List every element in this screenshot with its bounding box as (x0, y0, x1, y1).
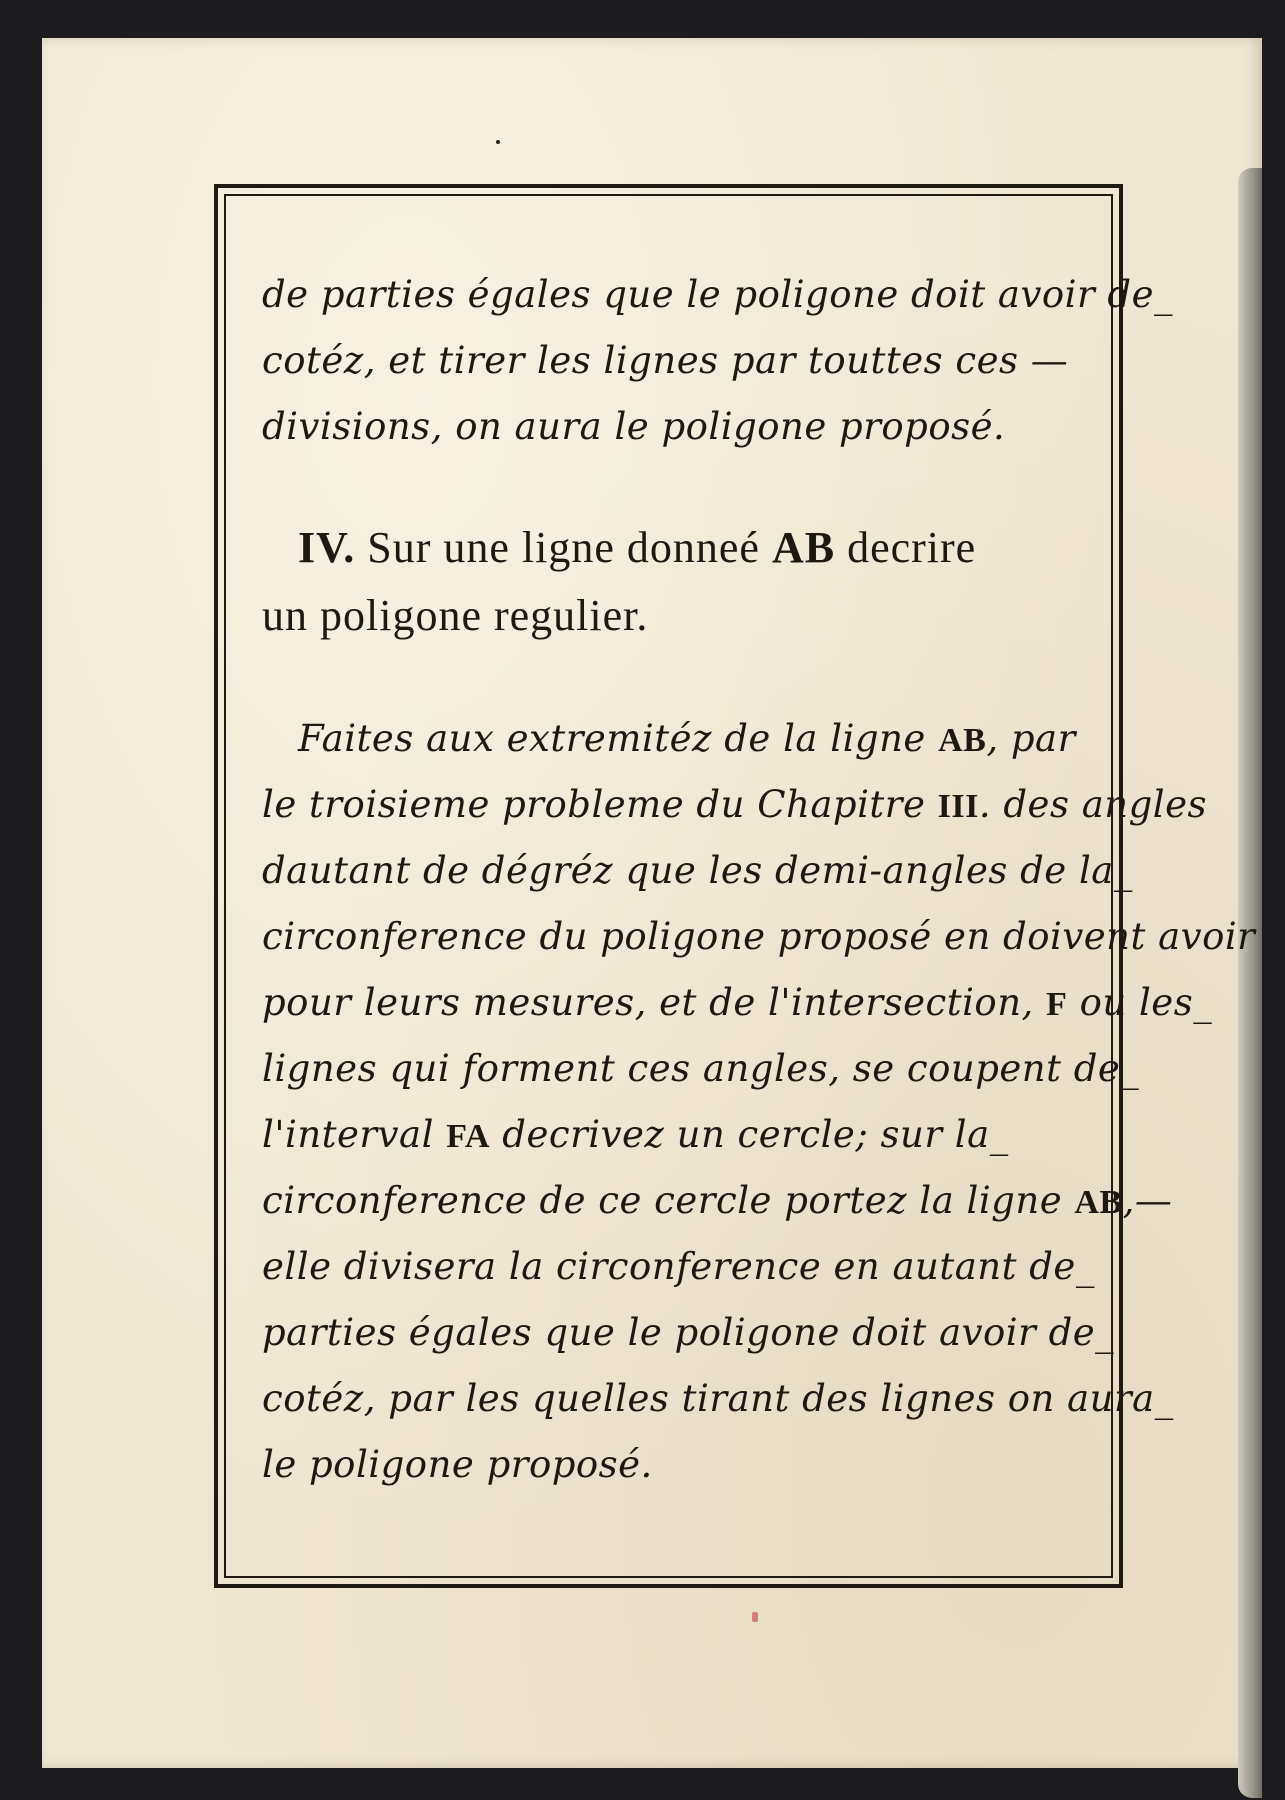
body-paragraph (262, 706, 1256, 1498)
point-label: AB (938, 722, 987, 759)
body-line (262, 1234, 1114, 1300)
body-text: cotéz, par les quelles tirant des lignes on aura_ (262, 1377, 1174, 1420)
body-text: pour leurs mesures, et de l'intersection, (262, 981, 1047, 1024)
body-line (262, 1168, 1173, 1234)
body-text: parties égales que le poligone doit avoir de_ (262, 1311, 1115, 1354)
body-line (262, 1036, 1140, 1102)
body-text: circonference du poligone proposé en doivent avoir (262, 915, 1256, 958)
point-label: III (937, 788, 979, 825)
heading-label: AB (771, 523, 836, 572)
problem-heading-line-2: un poligone regulier. (262, 591, 649, 640)
body-text: le poligone proposé. (262, 1443, 653, 1486)
body-line (262, 772, 1207, 838)
body-text: , par (986, 717, 1076, 760)
body-text: decrivez un cercle; sur la_ (490, 1113, 1009, 1156)
body-text: . des angles (978, 783, 1207, 826)
heading-text-before: Sur une ligne donneé (367, 523, 760, 572)
body-text: Faites aux extremitéz de la ligne (298, 717, 939, 760)
body-line (262, 1432, 1114, 1498)
text-block (262, 262, 1256, 1498)
body-text: circonference de ce cercle portez la ligne (262, 1179, 1075, 1222)
body-text: lignes qui forment ces angles, se coupent de_ (262, 1047, 1140, 1090)
point-label: FA (446, 1118, 490, 1155)
stamp-mark (752, 1612, 758, 1622)
body-text: le troisieme probleme du Chapitre (262, 783, 938, 826)
binding-edge (1238, 168, 1262, 1798)
body-text: ,— (1122, 1179, 1173, 1222)
problem-heading (262, 514, 1114, 582)
body-text: l'interval (262, 1113, 447, 1156)
problem-number: IV. (298, 523, 356, 572)
body-line (262, 1102, 1114, 1168)
ink-dot (496, 140, 500, 144)
body-line (262, 838, 1133, 904)
text-line-3: divisions, on aura le poligone proposé. (262, 405, 1006, 448)
body-line (262, 904, 1256, 970)
body-text: elle divisera la circonference en autant de_ (262, 1245, 1095, 1288)
point-label: AB (1074, 1184, 1123, 1221)
text-line-1: de parties égales que le poligone doit avoir de_ (262, 273, 1174, 316)
body-line (262, 1366, 1174, 1432)
text-line-2: cotéz, et tirer les lignes par touttes ces — (262, 339, 1069, 382)
body-line (262, 706, 1114, 772)
body-text: dautant de dégréz que les demi-angles de la_ (262, 849, 1133, 892)
body-line (262, 1300, 1114, 1366)
heading-text-after: decrire (847, 523, 977, 572)
body-line (262, 970, 1213, 1036)
point-label: F (1046, 986, 1068, 1023)
body-text: ou les_ (1067, 981, 1213, 1024)
